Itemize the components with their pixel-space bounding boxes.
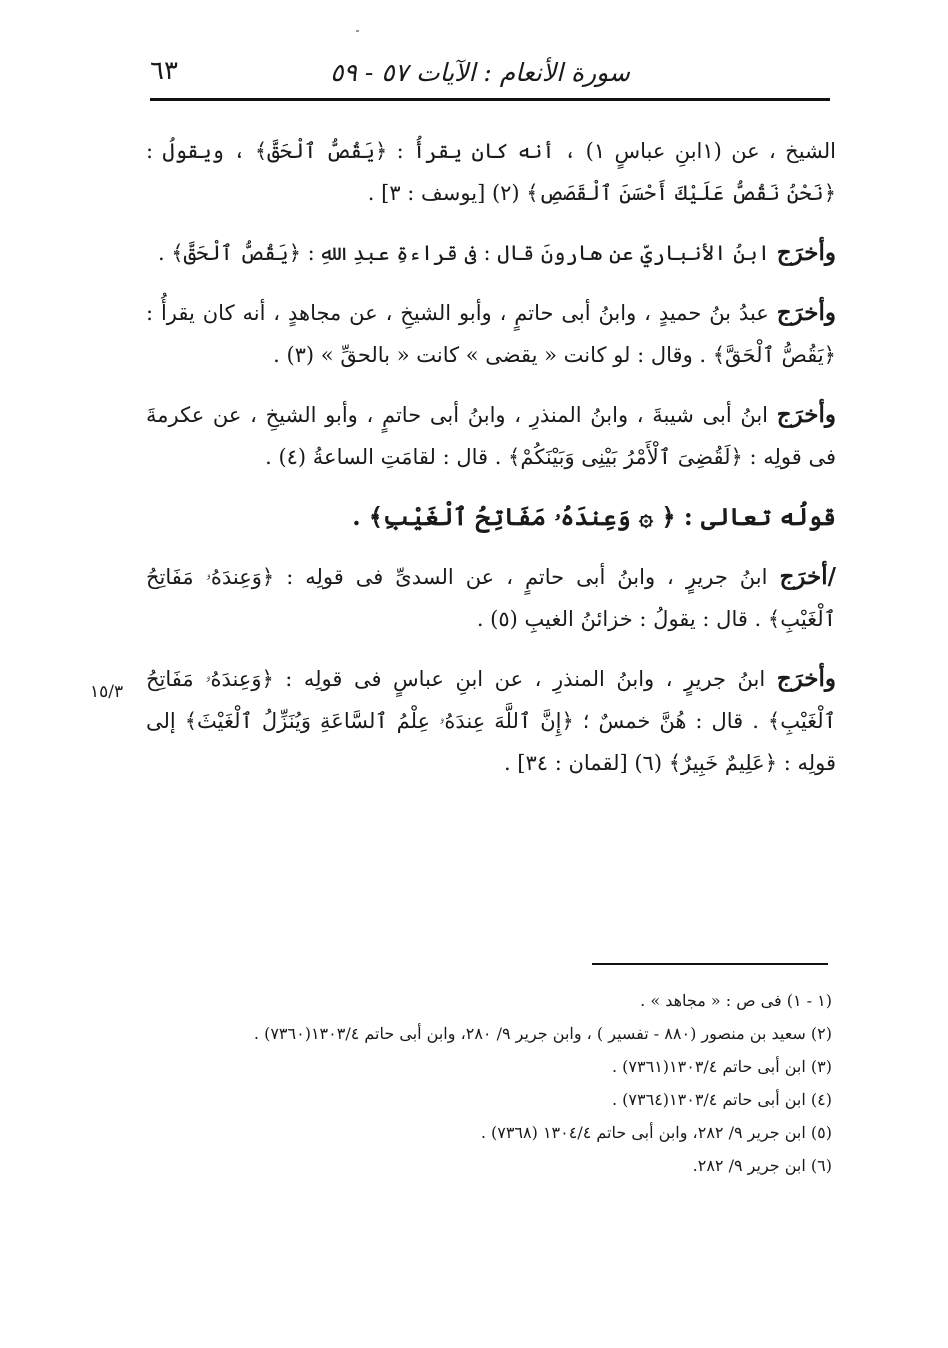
paragraph-text: ابنُ جريرٍ ، وابنُ المنذرِ ، عن ابنِ عباسٍ فى قولِه : ﴿وَعِندَهُۥ مَفَاتِحُ ٱلْغَيْبِ﴾ . قال : هُنَّ خمسٌ ؛ ﴿إِنَّ ٱللَّهَ عِندَهُۥ عِلْمُ ٱلسَّاعَةِ وَيُنَزِّلُ ٱلْغَيْثَ﴾ إلى قولِه : ﴿عَلِيمٌ خَبِيرٌ﴾ (٦) [لقمان : ٣٤] . xyxy=(146,667,836,775)
header-rule xyxy=(150,98,830,101)
paragraph-lead: وأخرَج xyxy=(776,239,836,266)
paragraph-text: ابنُ أبى شيبةَ ، وابنُ المنذرِ ، وابنُ أبى حاتمٍ ، وأبو الشيخِ ، عن عكرمةَ فى قولِه : ﴿لَقُضِىَ ٱلْأَمْرُ بَيْنِى وَبَيْنَكُمْ﴾ . قال : لقامَتِ الساعةُ (٤) . xyxy=(146,403,836,469)
running-header xyxy=(150,52,830,98)
paragraph-text: عبدُ بنُ حميدٍ ، وابنُ أبى حاتمٍ ، وأبو الشيخِ ، عن مجاهدٍ ، أنه كان يقرأُ : ﴿يَقُصُّ ٱلْحَقَّ﴾ . وقال : لو كانت « يقضى » كانت « بالحقِّ » (٣) . xyxy=(146,301,836,367)
paragraph-text: ابنُ جريرٍ ، وابنُ أبى حاتمٍ ، عن السدىِّ فى قولِه : ﴿وَعِندَهُۥ مَفَاتِحُ ٱلْغَيْبِ﴾ . قال : يقولُ : خزائنُ الغيبِ (٥) . xyxy=(146,565,836,631)
paragraph-2 xyxy=(146,232,836,274)
footnote-5: (٥) ابن جرير ٩/ ٢٨٢، وابن أبى حاتم ١٣٠٤/٤ (٧٣٦٨) . xyxy=(480,1123,832,1142)
surah-title: سورة الأنعام : الآيات ٥٧ - ٥٩ xyxy=(330,58,630,87)
paragraph-3 xyxy=(146,292,836,376)
footnote-1: (١ - ١) فى ص : « مجاهد » . xyxy=(640,991,832,1010)
paragraph-text: الشيخ ، عن (١ابنِ عباسٍ ١) ، أنه كان يقرأُ : ﴿يَقُصُّ ٱلْحَقَّ﴾ ، ويقولُ : ﴿نَحْنُ نَقُصُّ عَلَيْكَ أَحْسَنَ ٱلْقَصَصِ﴾ (٢) [يوسف : ٣] . xyxy=(146,139,837,205)
paragraph-lead: /أخرَج xyxy=(779,563,836,590)
paragraph-1 xyxy=(146,130,836,214)
scan-speck xyxy=(356,30,359,32)
paragraph-4 xyxy=(146,394,836,478)
section-heading: قولُه تعالى : ﴿ ۞ وَعِندَهُۥ مَفَاتِحُ ٱلْغَيْبِ﴾ . xyxy=(352,502,836,531)
footnotes xyxy=(146,984,832,1182)
footnote-4: (٤) ابن أبى حاتم ١٣٠٣/٤(٧٣٦٤) . xyxy=(611,1090,832,1109)
page-number: ٦٣ xyxy=(150,56,178,86)
margin-volume-note: ١٥/٣ xyxy=(90,682,124,702)
paragraph-text: ابنُ الأنباريِّ عن هارونَ قال : فى قراءةِ عبدِ اللهِ : ﴿يَقُصُّ ٱلْحَقَّ﴾ . xyxy=(157,241,771,265)
footnote-2: (٢) سعيد بن منصور (٨٨٠ - تفسير ) ، وابن جرير ٩/ ٢٨٠، وابن أبى حاتم ١٣٠٣/٤(٧٣٦٠) . xyxy=(253,1024,832,1043)
footnote-6: (٦) ابن جرير ٩/ ٢٨٢. xyxy=(692,1156,832,1175)
paragraph-lead: وأخرَج xyxy=(776,401,836,428)
paragraph-5 xyxy=(146,556,836,640)
paragraph-lead: وأخرَج xyxy=(776,299,836,326)
paragraph-lead: وأخرَج xyxy=(776,665,836,692)
footnote-3: (٣) ابن أبى حاتم ١٣٠٣/٤(٧٣٦١) . xyxy=(611,1057,832,1076)
paragraph-6 xyxy=(146,658,836,784)
main-text xyxy=(146,130,836,802)
footnote-rule xyxy=(592,963,828,965)
